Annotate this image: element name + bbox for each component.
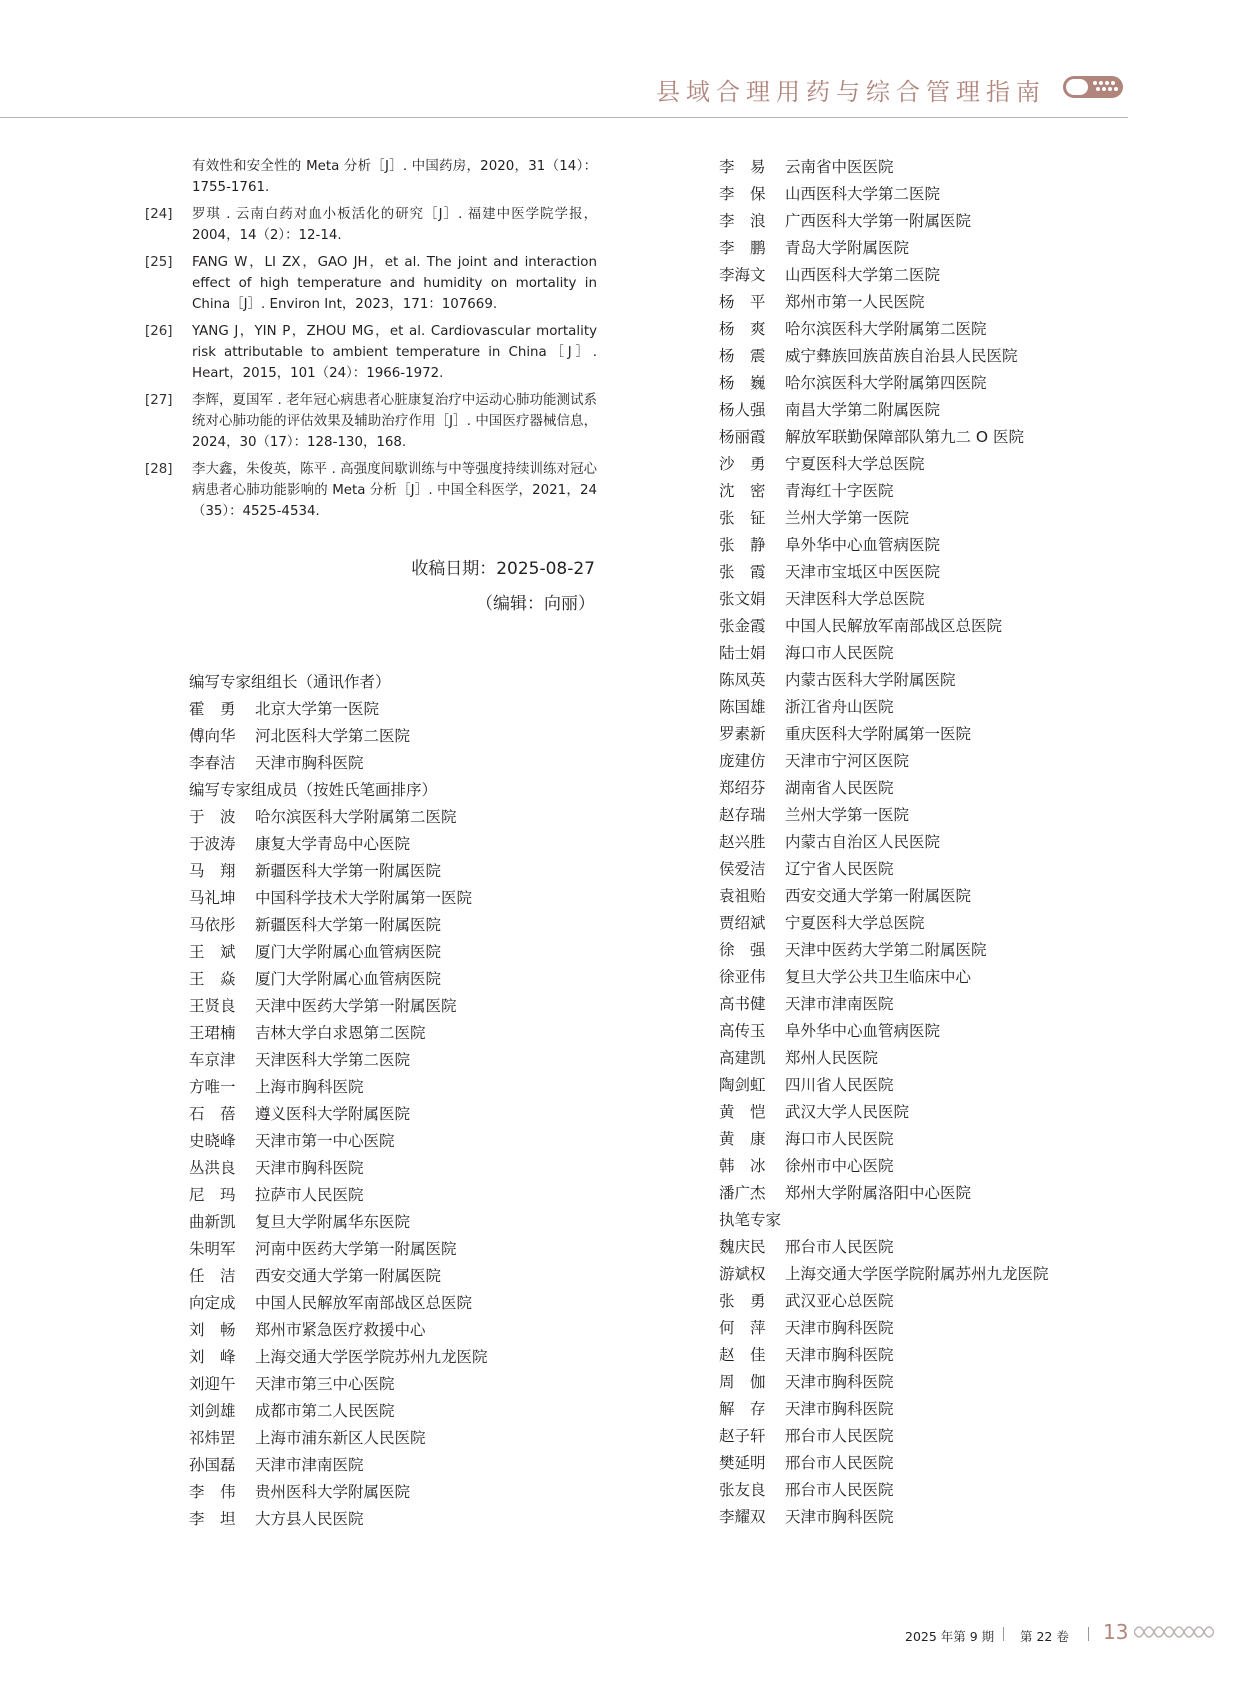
expert-row xyxy=(719,559,1049,586)
expert-row xyxy=(719,1423,1049,1450)
section-heading: 编写专家组组长（通讯作者） xyxy=(189,673,391,691)
expert-row xyxy=(719,181,1049,208)
expert-institution: 天津市第三中心医院 xyxy=(255,1375,395,1393)
expert-name: 霍 勇 xyxy=(189,700,236,718)
expert-row xyxy=(719,1315,1049,1342)
expert-row xyxy=(189,831,488,858)
expert-name: 石 蓓 xyxy=(189,1105,236,1123)
expert-row xyxy=(719,667,1049,694)
expert-name: 陆士娟 xyxy=(719,644,766,662)
expert-institution: 上海交通大学医学院附属苏州九龙医院 xyxy=(785,1265,1049,1283)
expert-name: 黄 康 xyxy=(719,1130,766,1148)
header-divider xyxy=(0,117,1128,118)
expert-row xyxy=(189,885,488,912)
expert-institution: 宁夏医科大学总医院 xyxy=(785,455,925,473)
expert-name: 韩 冰 xyxy=(719,1157,766,1175)
expert-name: 尼 玛 xyxy=(189,1186,236,1204)
expert-row xyxy=(189,939,488,966)
expert-row xyxy=(719,1126,1049,1153)
expert-row xyxy=(719,424,1049,451)
expert-name: 杨丽霞 xyxy=(719,428,766,446)
expert-institution: 复旦大学公共卫生临床中心 xyxy=(785,968,972,986)
expert-row xyxy=(719,748,1049,775)
reference-item xyxy=(145,459,597,522)
expert-name: 祁炜罡 xyxy=(189,1429,236,1447)
expert-institution: 天津医科大学第二医院 xyxy=(255,1051,411,1069)
expert-row xyxy=(189,1398,488,1425)
expert-row xyxy=(189,1425,488,1452)
expert-institution: 贵州医科大学附属医院 xyxy=(255,1483,411,1501)
expert-institution: 天津市宝坻区中医医院 xyxy=(785,563,941,581)
expert-name: 王 焱 xyxy=(189,970,236,988)
expert-institution: 邢台市人民医院 xyxy=(785,1454,894,1472)
expert-institution: 天津医科大学总医院 xyxy=(785,590,925,608)
received-date: 收稿日期：2025-08-27 xyxy=(411,559,595,579)
expert-row xyxy=(189,1209,488,1236)
expert-institution: 中国人民解放军南部战区总医院 xyxy=(785,617,1003,635)
expert-institution: 重庆医科大学附属第一医院 xyxy=(785,725,972,743)
expert-name: 李耀双 xyxy=(719,1508,766,1526)
expert-name: 侯爱洁 xyxy=(719,860,766,878)
expert-row xyxy=(189,1020,488,1047)
expert-row xyxy=(189,1371,488,1398)
expert-institution: 内蒙古自治区人民医院 xyxy=(785,833,941,851)
expert-institution: 天津中医药大学第二附属医院 xyxy=(785,941,987,959)
expert-name: 曲新凯 xyxy=(189,1213,236,1231)
expert-row xyxy=(189,723,488,750)
expert-name: 周 伽 xyxy=(719,1373,766,1391)
expert-name: 徐 强 xyxy=(719,941,766,959)
section-heading: 执笔专家 xyxy=(719,1211,782,1229)
expert-institution: 天津市宁河区医院 xyxy=(785,752,910,770)
expert-institution: 徐州市中心医院 xyxy=(785,1157,894,1175)
expert-name: 陈凤英 xyxy=(719,671,766,689)
expert-institution: 天津市胸科医院 xyxy=(785,1400,894,1418)
expert-institution: 南昌大学第二附属医院 xyxy=(785,401,941,419)
expert-institution: 青海红十字医院 xyxy=(785,482,894,500)
expert-row xyxy=(719,829,1049,856)
reference-text: 李大鑫，朱俊英，陈平 . 高强度间歇训练与中等强度持续训练对冠心病患者心肺功能影响的 Meta 分析［J］. 中国全科医学，2021，24（35）：4525-4534. xyxy=(192,462,597,519)
expert-name: 罗素新 xyxy=(719,725,766,743)
expert-name: 张 霞 xyxy=(719,563,766,581)
expert-institution: 复旦大学附属华东医院 xyxy=(255,1213,411,1231)
reference-number: [27] xyxy=(145,393,173,408)
expert-institution: 河北医科大学第二医院 xyxy=(255,727,411,745)
expert-institution: 海口市人民医院 xyxy=(785,1130,894,1148)
reference-text: YANG J，YIN P，ZHOU MG，et al. Cardiovascular mortality risk attributable to ambient temperature in China［J］. Heart，2015，101（24）：1966-1972. xyxy=(192,324,597,381)
expert-row xyxy=(719,883,1049,910)
expert-name: 于波涛 xyxy=(189,835,236,853)
expert-row xyxy=(719,505,1049,532)
expert-institution: 哈尔滨医科大学附属第二医院 xyxy=(785,320,987,338)
reference-number: [28] xyxy=(145,462,173,477)
expert-name: 张 静 xyxy=(719,536,766,554)
reference-item xyxy=(145,204,597,246)
reference-number: [25] xyxy=(145,255,173,270)
expert-row xyxy=(189,1290,488,1317)
expert-name: 杨 平 xyxy=(719,293,766,311)
expert-name: 李 坦 xyxy=(189,1510,236,1528)
expert-institution: 山西医科大学第二医院 xyxy=(785,266,941,284)
expert-row xyxy=(719,370,1049,397)
expert-institution: 西安交通大学第一附属医院 xyxy=(255,1267,442,1285)
expert-name: 马依彤 xyxy=(189,916,236,934)
expert-row xyxy=(719,154,1049,181)
expert-row xyxy=(719,235,1049,262)
expert-name: 赵 佳 xyxy=(719,1346,766,1364)
expert-institution: 河南中医药大学第一附属医院 xyxy=(255,1240,457,1258)
expert-row xyxy=(189,1344,488,1371)
expert-name: 樊延明 xyxy=(719,1454,766,1472)
expert-row xyxy=(719,586,1049,613)
references-list xyxy=(145,156,597,528)
expert-row xyxy=(189,1155,488,1182)
expert-name: 李 易 xyxy=(719,158,766,176)
reference-text: 有效性和安全性的 Meta 分析［J］. 中国药房，2020，31（14）：1755-1761. xyxy=(192,159,597,195)
expert-institution: 青岛大学附属医院 xyxy=(785,239,910,257)
expert-row xyxy=(719,910,1049,937)
expert-name: 黄 恺 xyxy=(719,1103,766,1121)
expert-row xyxy=(189,1452,488,1479)
expert-name: 杨 爽 xyxy=(719,320,766,338)
expert-name: 王贤良 xyxy=(189,997,236,1015)
reference-text: FANG W，LI ZX，GAO JH，et al. The joint and interaction effect of high temperature and humidity on mortality in China［J］. Environ Int，2023，171：107669. xyxy=(192,255,597,312)
expert-institution: 新疆医科大学第一附属医院 xyxy=(255,916,442,934)
section-heading: 编写专家组成员（按姓氏笔画排序） xyxy=(189,781,438,799)
expert-institution: 浙江省舟山医院 xyxy=(785,698,894,716)
expert-name: 李海文 xyxy=(719,266,766,284)
expert-row xyxy=(719,1234,1049,1261)
reference-text: 罗琪 . 云南白药对血小板活化的研究［J］. 福建中医学院学报，2004，14（2）：12-14. xyxy=(192,207,597,243)
expert-institution: 海口市人民医院 xyxy=(785,644,894,662)
expert-name: 沈 密 xyxy=(719,482,766,500)
footer-separator xyxy=(1088,1627,1089,1641)
expert-row xyxy=(189,1182,488,1209)
expert-institution: 天津市胸科医院 xyxy=(785,1319,894,1337)
reference-item xyxy=(145,321,597,384)
expert-institution: 内蒙古医科大学附属医院 xyxy=(785,671,956,689)
expert-row xyxy=(719,262,1049,289)
expert-institution: 郑州市第一人民医院 xyxy=(785,293,925,311)
expert-row xyxy=(189,858,488,885)
reference-item xyxy=(145,156,597,198)
expert-row xyxy=(719,1261,1049,1288)
footer-volume: 第 22 卷 xyxy=(1020,1629,1069,1644)
footer-issue: 2025 年第 9 期 xyxy=(905,1629,995,1644)
expert-institution: 郑州市紧急医疗救援中心 xyxy=(255,1321,426,1339)
reference-number: [24] xyxy=(145,207,173,222)
expert-row xyxy=(719,613,1049,640)
expert-institution: 哈尔滨医科大学附属第二医院 xyxy=(255,808,457,826)
expert-institution: 厦门大学附属心血管病医院 xyxy=(255,943,442,961)
expert-name: 张 钲 xyxy=(719,509,766,527)
expert-row xyxy=(189,1479,488,1506)
expert-name: 李 保 xyxy=(719,185,766,203)
expert-name: 陈国雄 xyxy=(719,698,766,716)
expert-name: 刘剑雄 xyxy=(189,1402,236,1420)
expert-institution: 厦门大学附属心血管病医院 xyxy=(255,970,442,988)
expert-name: 张文娟 xyxy=(719,590,766,608)
expert-institution: 郑州人民医院 xyxy=(785,1049,879,1067)
journal-logo-icon xyxy=(1062,74,1124,100)
reference-item xyxy=(145,390,597,453)
expert-name: 赵子轩 xyxy=(719,1427,766,1445)
expert-name: 丛洪良 xyxy=(189,1159,236,1177)
expert-row xyxy=(719,1180,1049,1207)
expert-row xyxy=(719,289,1049,316)
expert-name: 何 萍 xyxy=(719,1319,766,1337)
expert-row xyxy=(719,1396,1049,1423)
expert-institution: 天津市津南医院 xyxy=(785,995,894,1013)
expert-name: 车京津 xyxy=(189,1051,236,1069)
editor-note: （编辑：向丽） xyxy=(476,594,595,614)
expert-name: 贾绍斌 xyxy=(719,914,766,932)
expert-name: 徐亚伟 xyxy=(719,968,766,986)
expert-name: 张 勇 xyxy=(719,1292,766,1310)
expert-row xyxy=(719,991,1049,1018)
expert-name: 沙 勇 xyxy=(719,455,766,473)
expert-list-right xyxy=(719,154,1049,1531)
expert-name: 李 浪 xyxy=(719,212,766,230)
expert-institution: 武汉大学人民医院 xyxy=(785,1103,910,1121)
expert-name: 刘迎午 xyxy=(189,1375,236,1393)
expert-institution: 云南省中医医院 xyxy=(785,158,894,176)
expert-row xyxy=(189,1128,488,1155)
expert-institution: 湖南省人民医院 xyxy=(785,779,894,797)
expert-institution: 天津市胸科医院 xyxy=(785,1346,894,1364)
expert-row xyxy=(189,1236,488,1263)
expert-row xyxy=(719,937,1049,964)
expert-institution: 天津市胸科医院 xyxy=(785,1373,894,1391)
reference-text: 李辉，夏国军 . 老年冠心病患者心脏康复治疗中运动心肺功能测试系统对心肺功能的评估效果及辅助治疗作用［J］. 中国医疗器械信息，2024，30（17）：128-130，168. xyxy=(192,393,597,450)
expert-name: 解 存 xyxy=(719,1400,766,1418)
expert-institution: 阜外华中心血管病医院 xyxy=(785,1022,941,1040)
dna-helix-icon xyxy=(1134,1622,1214,1642)
expert-institution: 阜外华中心血管病医院 xyxy=(785,536,941,554)
expert-institution: 邢台市人民医院 xyxy=(785,1427,894,1445)
expert-name: 陶剑虹 xyxy=(719,1076,766,1094)
expert-row xyxy=(719,343,1049,370)
expert-name: 张友良 xyxy=(719,1481,766,1499)
expert-row xyxy=(189,993,488,1020)
expert-name: 潘广杰 xyxy=(719,1184,766,1202)
expert-institution: 威宁彝族回族苗族自治县人民医院 xyxy=(785,347,1018,365)
expert-institution: 天津市胸科医院 xyxy=(785,1508,894,1526)
expert-name: 于 波 xyxy=(189,808,236,826)
expert-institution: 哈尔滨医科大学附属第四医院 xyxy=(785,374,987,392)
expert-row xyxy=(719,1072,1049,1099)
expert-institution: 天津市胸科医院 xyxy=(255,1159,364,1177)
expert-institution: 武汉亚心总医院 xyxy=(785,1292,894,1310)
expert-institution: 天津市津南医院 xyxy=(255,1456,364,1474)
expert-list-left xyxy=(189,669,488,1533)
expert-name: 朱明军 xyxy=(189,1240,236,1258)
reference-number: [26] xyxy=(145,324,173,339)
expert-institution: 天津市第一中心医院 xyxy=(255,1132,395,1150)
reference-number xyxy=(145,156,192,198)
expert-institution: 四川省人民医院 xyxy=(785,1076,894,1094)
expert-row xyxy=(719,451,1049,478)
expert-name: 傅向华 xyxy=(189,727,236,745)
expert-institution: 北京大学第一医院 xyxy=(255,700,380,718)
expert-institution: 兰州大学第一医院 xyxy=(785,509,910,527)
expert-row xyxy=(719,532,1049,559)
expert-name: 马 翔 xyxy=(189,862,236,880)
expert-institution: 邢台市人民医院 xyxy=(785,1238,894,1256)
expert-row xyxy=(189,750,488,777)
expert-institution: 上海市胸科医院 xyxy=(255,1078,364,1096)
expert-name: 方唯一 xyxy=(189,1078,236,1096)
expert-row xyxy=(719,208,1049,235)
expert-name: 郑绍芬 xyxy=(719,779,766,797)
expert-row xyxy=(719,775,1049,802)
expert-name: 高建凯 xyxy=(719,1049,766,1067)
expert-row xyxy=(189,966,488,993)
expert-row xyxy=(189,912,488,939)
expert-name: 向定成 xyxy=(189,1294,236,1312)
expert-name: 游斌权 xyxy=(719,1265,766,1283)
expert-row xyxy=(719,1018,1049,1045)
expert-institution: 中国人民解放军南部战区总医院 xyxy=(255,1294,473,1312)
expert-row xyxy=(719,397,1049,424)
expert-institution: 解放军联勤保障部队第九二 O 医院 xyxy=(785,428,1025,446)
expert-name: 马礼坤 xyxy=(189,889,236,907)
expert-name: 刘 畅 xyxy=(189,1321,236,1339)
expert-row xyxy=(189,1263,488,1290)
expert-row xyxy=(189,1074,488,1101)
expert-institution: 新疆医科大学第一附属医院 xyxy=(255,862,442,880)
expert-institution: 郑州大学附属洛阳中心医院 xyxy=(785,1184,972,1202)
expert-name: 李 鹏 xyxy=(719,239,766,257)
footer-separator xyxy=(1003,1627,1004,1641)
expert-row xyxy=(719,1099,1049,1126)
expert-name: 王 斌 xyxy=(189,943,236,961)
expert-institution: 山西医科大学第二医院 xyxy=(785,185,941,203)
journal-title: 县域合理用药与综合管理指南 xyxy=(656,78,1046,106)
expert-name: 任 洁 xyxy=(189,1267,236,1285)
page-number: 13 xyxy=(1103,1620,1129,1644)
expert-row xyxy=(189,696,488,723)
expert-name: 袁祖贻 xyxy=(719,887,766,905)
expert-institution: 上海交通大学医学院苏州九龙医院 xyxy=(255,1348,488,1366)
expert-row xyxy=(189,1047,488,1074)
expert-name: 庞建仿 xyxy=(719,752,766,770)
expert-row xyxy=(719,1045,1049,1072)
expert-institution: 广西医科大学第一附属医院 xyxy=(785,212,972,230)
expert-institution: 成都市第二人民医院 xyxy=(255,1402,395,1420)
expert-institution: 西安交通大学第一附属医院 xyxy=(785,887,972,905)
expert-row xyxy=(719,1342,1049,1369)
expert-row xyxy=(719,1153,1049,1180)
expert-institution: 邢台市人民医院 xyxy=(785,1481,894,1499)
expert-institution: 中国科学技术大学附属第一医院 xyxy=(255,889,473,907)
expert-row xyxy=(719,856,1049,883)
expert-row xyxy=(719,1504,1049,1531)
expert-institution: 大方县人民医院 xyxy=(255,1510,364,1528)
expert-row xyxy=(719,478,1049,505)
expert-row xyxy=(719,964,1049,991)
expert-institution: 天津中医药大学第一附属医院 xyxy=(255,997,457,1015)
expert-row xyxy=(719,802,1049,829)
expert-row xyxy=(189,804,488,831)
expert-name: 杨 震 xyxy=(719,347,766,365)
expert-row xyxy=(189,1101,488,1128)
expert-row xyxy=(719,1450,1049,1477)
expert-institution: 天津市胸科医院 xyxy=(255,754,364,772)
expert-name: 孙国磊 xyxy=(189,1456,236,1474)
reference-item xyxy=(145,252,597,315)
expert-name: 史晓峰 xyxy=(189,1132,236,1150)
expert-row xyxy=(719,721,1049,748)
expert-row xyxy=(719,640,1049,667)
expert-institution: 拉萨市人民医院 xyxy=(255,1186,364,1204)
expert-row xyxy=(719,694,1049,721)
expert-institution: 兰州大学第一医院 xyxy=(785,806,910,824)
expert-name: 杨人强 xyxy=(719,401,766,419)
expert-institution: 上海市浦东新区人民医院 xyxy=(255,1429,426,1447)
expert-institution: 辽宁省人民医院 xyxy=(785,860,894,878)
expert-row xyxy=(719,1288,1049,1315)
expert-name: 魏庆民 xyxy=(719,1238,766,1256)
expert-row xyxy=(189,1506,488,1533)
expert-institution: 吉林大学白求恩第二医院 xyxy=(255,1024,426,1042)
expert-row xyxy=(719,316,1049,343)
expert-name: 张金霞 xyxy=(719,617,766,635)
expert-name: 高传玉 xyxy=(719,1022,766,1040)
expert-institution: 康复大学青岛中心医院 xyxy=(255,835,411,853)
expert-name: 杨 巍 xyxy=(719,374,766,392)
expert-name: 王珺楠 xyxy=(189,1024,236,1042)
expert-institution: 宁夏医科大学总医院 xyxy=(785,914,925,932)
expert-name: 李 伟 xyxy=(189,1483,236,1501)
expert-name: 赵存瑞 xyxy=(719,806,766,824)
expert-row xyxy=(719,1477,1049,1504)
expert-name: 李春洁 xyxy=(189,754,236,772)
expert-row xyxy=(719,1369,1049,1396)
expert-name: 赵兴胜 xyxy=(719,833,766,851)
expert-name: 刘 峰 xyxy=(189,1348,236,1366)
expert-name: 高书健 xyxy=(719,995,766,1013)
expert-row xyxy=(189,1317,488,1344)
expert-institution: 遵义医科大学附属医院 xyxy=(255,1105,411,1123)
